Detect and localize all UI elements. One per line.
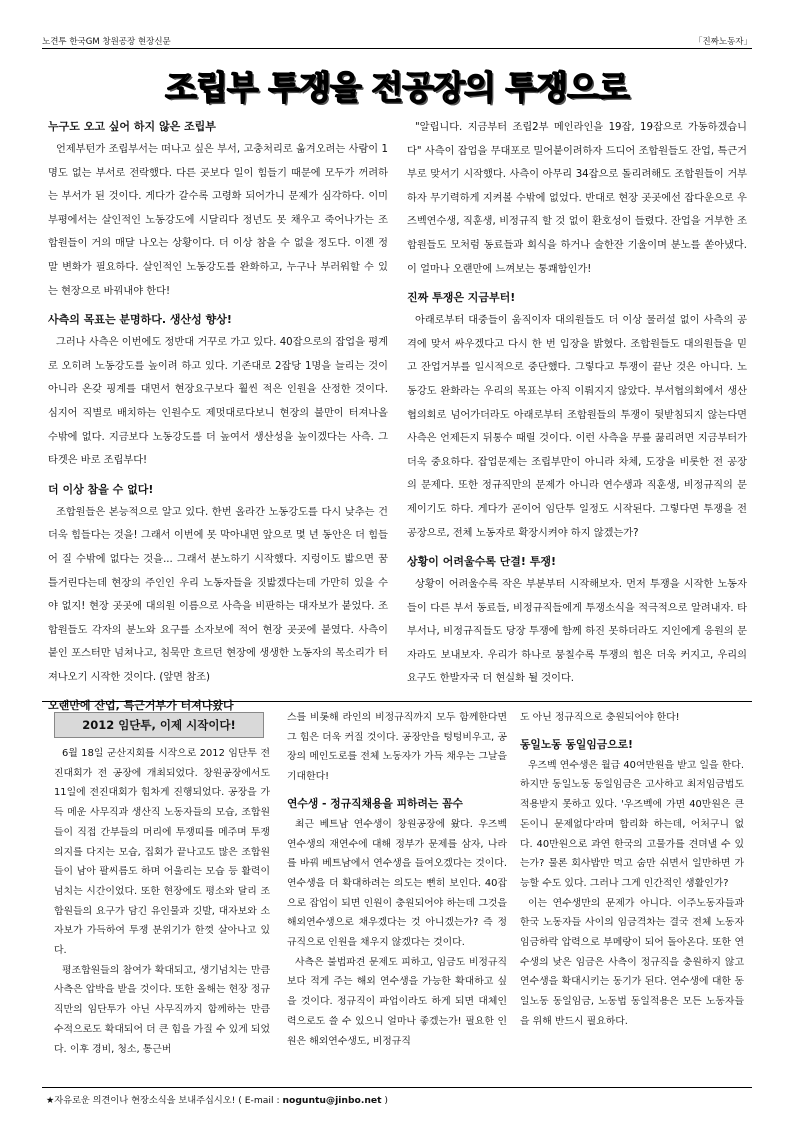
- article-paragraph: 언제부턴가 조립부서는 떠나고 싶은 부서, 고충처리로 옮겨오려는 사람이 1명도 없는 부서로 전락했다. 다른 곳보다 일이 힘들기 때문에 모두가 꺼려하는 부서가 된 것이다. 게다가 갈수록 고령화 되어가니 문제가 심각하다. 이미 부평에서는 살인적인 노동강도에 시달리다 정년도 못 채우고 죽어나가는 조합원들이 거의 매달 나오는 상황이다. 더 이상 참을 수 없을 정도다. 이젠 정말 변화가 필요하다. 살인적인 노동강도를 완화하고, 누구나 부러워할 수 있는 현장으로 바꿔내야 한다!: [48, 144, 388, 297]
- article-paragraph: 상황이 어려울수록 작은 부분부터 시작해보자. 먼저 투쟁을 시작한 노동자들이 다른 부서 동료들, 비정규직들에게 투쟁소식을 적극적으로 알려내자. 타부서나, 비정규직들도 당장 투쟁에 함께 하진 못하더라도 지인에게 응원의 문자라도 보내보자. 우리가 하나로 뭉칠수록 투쟁의 힘은 더욱 커지고, 우리의 요구도 한발자국 더 현실화 될 것이다.: [407, 579, 747, 685]
- footer: [46, 1092, 388, 1106]
- publication-name: 노견투 한국GM 창원공장 현장신문: [42, 37, 171, 47]
- section-heading: 연수생 - 정규직채용을 피하려는 꼼수: [287, 796, 463, 810]
- section-heading: 사측의 목표는 분명하다. 생산성 향상!: [48, 313, 232, 327]
- footer-close: ): [381, 1095, 389, 1106]
- article-paragraph: 최근 베트남 연수생이 창원공장에 왔다. 우즈벡 연수생의 재연수에 대해 정부가 문제를 삼자, 나라를 바꿔 베트남에서 연수생을 들여오겠다는 것이다. 연수생을 더 확대하려는 의도는 뻔히 보인다. 40잡으로 잡업이 되면 인원이 충원되어야 하는데 그것을 해외연수생으로 채우겠다는 것 아니겠는가? 즉 정규직으로 인원을 채우지 않겠다는 것이다.: [287, 818, 507, 949]
- article-paragraph: 조합원들은 본능적으로 알고 있다. 한번 올라간 노동강도를 다시 낮추는 건 더욱 힘들다는 것을! 그래서 이번에 못 막아내면 앞으로 몇 년 동안은 더 힘들어 질 수밖에 없다는 것을... 그래서 분노하기 시작했다. 지렁이도 밟으면 꿈틀거린다는데 현장의 주인인 우리 노동자들을 짓밟겠다는데 가만히 있을 수야 없지! 현장 곳곳에 대의원 이름으로 사측을 비판하는 대자보가 붙었다. 조합원들도 각자의 분노와 요구를 소자보에 적어 현장 곳곳에 붙였다. 사측이 붙인 포스터만 넘쳐나고, 침묵만 흐르던 현장에 생생한 노동자의 목소리가 터져나오기 시작한 것이다. (앞면 참조): [48, 506, 388, 683]
- article-paragraph: 도 아닌 정규직으로 충원되어야 한다!: [520, 712, 680, 723]
- section-heading: 누구도 오고 싶어 하지 않은 조립부: [48, 120, 216, 133]
- article-paragraph: 우즈벡 연수생은 월급 40여만원을 받고 일을 한다. 하지만 동일노동 동일임금은 고사하고 최저임금법도 적용받지 못하고 있다. '우즈벡에 가면 40만원은 큰 돈이니 문제없다'라며 합리화 하는데, 어처구니 없다. 40만원으로 과연 한국의 고물가를 견뎌낼 수 있는가? 물론 회사밥만 먹고 숨만 쉬면서 일만하면 가능할 수도 있다. 그러나 그게 인간적인 생활인가?: [520, 759, 744, 889]
- left-column: [48, 116, 388, 717]
- section-heading: 진짜 투쟁은 지금부터!: [407, 291, 516, 305]
- footer-rule: [42, 1087, 752, 1088]
- masthead: [42, 33, 752, 47]
- bottom-column-2: [287, 708, 507, 1051]
- article-paragraph: 사측은 불법파견 문제도 피하고, 임금도 비정규직보다 적게 주는 해외 연수생을 가능한 확대하고 싶을 것이다. 정규직이 파업이라도 하게 되면 대체인력으로도 쓸 수 있으니 얼마나 좋겠는가! 필요한 인원은 해외연수생도, 비정규직: [287, 956, 507, 1047]
- right-column: [407, 116, 747, 691]
- article-paragraph: 그러나 사측은 이번에도 정반대 거꾸로 가고 있다. 40잡으로의 잡업을 평계로 오히려 노동강도를 높이려 하고 있다. 기존대로 2잡당 1명을 늘리는 것이 아니라 온갖 핑계를 대면서 현장요구보다 훨씬 적은 인원을 산정한 것이다. 심지어 직별로 배치하는 인원수도 제멋대로다보니 현장의 불만이 터져나올 수밖에 없다. 지금보다 노동강도를 더 높여서 생산성을 높이겠다는 사측. 그 타겟은 바로 조립부다!: [48, 337, 388, 467]
- section-heading: 더 이상 참을 수 없다!: [48, 482, 154, 496]
- article-paragraph: 아래로부터 대중들이 움직이자 대의원들도 더 이상 물러설 없이 사측의 공격에 맞서 싸우겠다고 다시 한 번 입장을 밝혔다. 조합원들도 대의원들을 믿고 잔업거부를 일시적으로 중단했다. 그렇다고 투쟁이 끝난 것은 아니다. 노동강도 완화라는 우리의 목표는 아직 이뤄지지 않았다. 부서협의회에서 생산협의회로 넘어가더라도 아래로부터 조합원들의 투쟁이 뒷받침되지 않는다면 사측은 언제든지 뒤통수 때릴 것이다. 이런 사측을 무릎 꿇리려면 지금부터가 더욱 중요하다. 잡업문제는 조립부만이 아니라 차체, 도장을 비롯한 전 공장의 문제다. 또한 정규직만의 문제가 아니라 연수생과 직훈생, 비정규직의 문제이기도 하다. 게다가 곧이어 임단투 일정도 시작된다. 그렇다면 투쟁을 전 공장으로, 전체 노동자로 확장시켜야 하지 않겠는가?: [407, 315, 747, 539]
- article-paragraph: 이는 연수생만의 문제가 아니다. 이주노동자들과 한국 노동자들 사이의 임금격차는 결국 전체 노동자 임금하락 압력으로 부메랑이 되어 돌아온다. 또한 연수생의 낮은 임금은 사측이 정규직을 충원하지 않고 연수생을 확대시키는 동기가 된다. 연수생에 대한 동일노동 동일임금, 노동법 동일적용은 모든 노동자들을 위해 반드시 필요하다.: [520, 897, 744, 1027]
- box-title: 2012 임단투, 이제 시작이다!: [54, 712, 264, 738]
- email-link[interactable]: noguntu@jinbo.net: [282, 1095, 382, 1106]
- article-paragraph: "알립니다. 지금부터 조립2부 메인라인을 19잡, 19잡으로 가동하겠습니다" 사측이 잡업을 무대포로 밀어붙이려하자 드디어 조합원들도 잔업, 특근거부로 맞서기 시작했다. 사측이 아무리 34잡으로 돌리려해도 조합원들이 거부하자 무기력하게 지켜볼 수밖에 없었다. 반대로 현장 곳곳에선 잡다운으로 우즈벡연수생, 직훈생, 비정규직 할 것 없이 환호성이 들렸다. 잔업을 거부한 조합원들도 모처럼 동료들과 회식을 하거나 술한잔 기울이며 분노를 쏟아냈다. 이 얼마나 오랜만에 느껴보는 통쾌함인가!: [407, 122, 747, 275]
- article-paragraph: 평조합원들의 참여가 확대되고, 생기넘치는 만큼 사측은 압박을 받을 것이다. 또한 올해는 현장 정규직만의 임단투가 아닌 사무직까지 함께하는 만큼 수적으로도 확대되어 더 큰 힘을 가질 수 있게 되었다. 이후 경비, 청소, 통근버: [54, 964, 270, 1055]
- bottom-column-3: [520, 708, 744, 1032]
- footer-text: ★자유로운 의견이나 현장소식을 보내주십시오! ( E-mail :: [46, 1095, 283, 1106]
- bottom-column-1: [54, 744, 270, 1059]
- section-divider: [42, 701, 752, 702]
- section-heading: 오랜만에 잔업, 특근거부가 터져나왔다: [48, 699, 234, 713]
- article-paragraph: 스를 비롯해 라인의 비정규직까지 모두 함께한다면 그 힘은 더욱 커질 것이다. 공장안을 텅텅비우고, 공장의 메인도로를 전체 노동자가 가득 채우는 그날을 기대한다!: [287, 712, 507, 783]
- section-heading: 동일노동 동일임금으로!: [520, 737, 633, 751]
- newsletter-title: 「진짜노동자」: [693, 37, 752, 47]
- page-title: 조립부 투쟁을 전공장의 투쟁으로: [165, 68, 629, 107]
- section-heading: 상황이 어려울수록 단결! 투쟁!: [407, 555, 557, 569]
- article-paragraph: 6월 18일 군산지회를 시작으로 2012 임단투 전진대회가 전 공장에 개최되었다. 창원공장에서도 11일에 전진대회가 힘차게 진행되었다. 공장을 가득 메운 사무직과 생산직 노동자들의 모습, 조합원들이 직접 간부들의 머리에 투쟁띠를 메주며 투쟁의지를 다지는 모습, 집회가 끝나고도 많은 조합원들이 남아 팔씨름도 하며 어울리는 모습 등 활력이 넘치는 시간이었다. 또한 현장에도 평소와 달리 조합원들의 요구가 담긴 유인물과 깃발, 대자보와 소자보가 가득하여 투쟁 분위기가 한껏 살아나고 있다.: [54, 748, 270, 957]
- top-rule: [42, 48, 752, 49]
